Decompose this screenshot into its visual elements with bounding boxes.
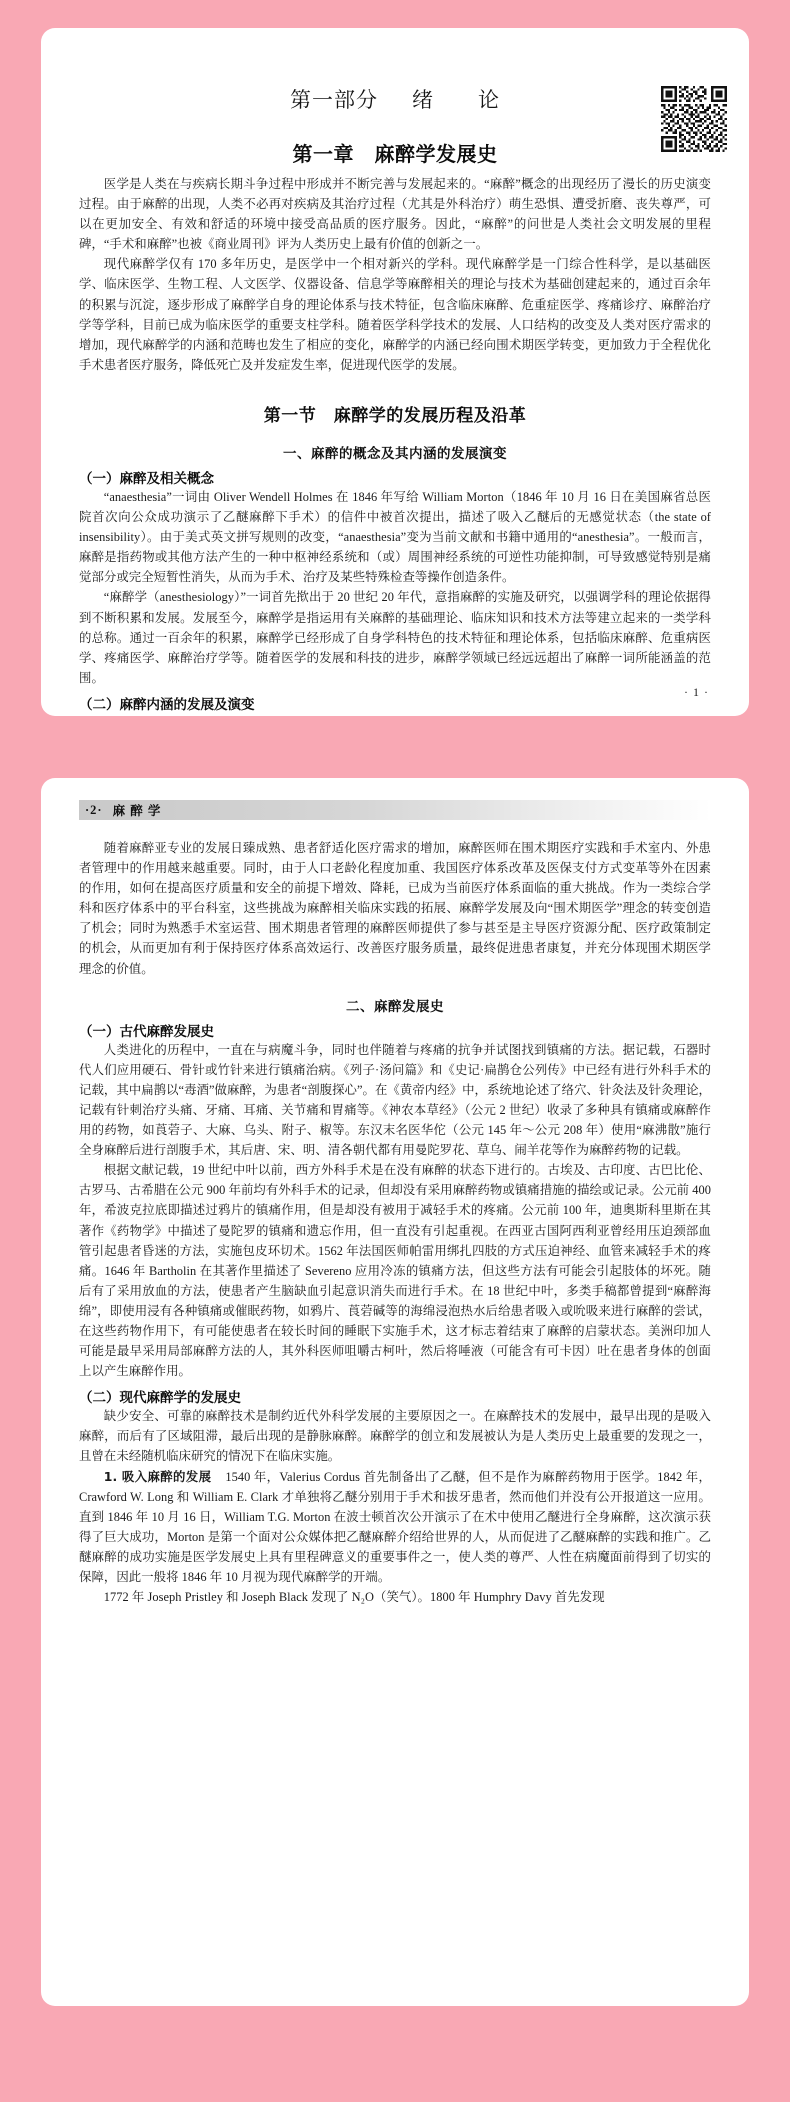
book-page-1 <box>41 28 749 716</box>
paragraph-intro-2: 现代麻醉学仅有 170 多年历史，是医学中一个相对新兴的学科。现代麻醉学是一门综合性科学，是以基础医学、临床医学、生物工程、人文医学、仪器设备、信息学等麻醉相关的理论与技术为基础创建起来的，通过百余年的积累与沉淀，逐步形成了麻醉学自身的理论体系与技术特征，包含临床麻醉、危重症医学、疼痛诊疗、麻醉治疗学等学科，目前已成为临床医学的重要支柱学科。随着医学科学技术的发展、人口结构的改变及人类对医疗需求的增加，现代麻醉学的内涵和范畴也发生了相应的变化，麻醉学的内涵已经向围术期医学转变，更加致力于全程优化手术患者医疗服务，降低死亡及并发症发生率，促进现代医学的发展。 <box>79 257 711 372</box>
paragraph-item1-1: “anaesthesia”一词由 Oliver Wendell Holmes 在 1846 年写给 William Morton（1846 年 10 月 16 日在美国麻省总医院首次向公众成功演示了乙醚麻醉下手术）的信件中被首次提出，描述了吸入乙醚后的无感觉状态（the state of insensibility）。由于美式英文拼写规则的改变，“anaesthesia”变为当前文献和书籍中通用的“anesthesia”。一般而言，麻醉是指药物或其他方法产生的一种中枢神经系统和（或）周围神经系统的可逆性功能抑制，可导致感觉特别是痛觉部分或完全短暂性消失，从而为手术、治疗及某些特殊检查等操作创造条件。 <box>79 489 711 585</box>
paragraph-page2-intro: 随着麻醉亚专业的发展日臻成熟、患者舒适化医疗需求的增加，麻醉医师在围术期医疗实践和手术室内、外患者管理中的作用越来越重要。同时，由于人口老龄化程度加重、我国医疗体系改革及医保支付方式变革等外在因素的作用，如何在提高医疗质量和安全的前提下增效、降耗，已成为当前医疗体系面临的重大挑战。作为一类综合学科和医疗体系中的平台科室，这些挑战为麻醉相关临床实践的拓展、麻醉学发展及向“围术期医学”理念的转变创造了机会；同时为熟悉手术室运营、围术期患者管理的麻醉医师提供了参与甚至是主导医疗资源分配、医疗政策制定的机会，从而更加有利于保持医疗体系高效运行、改善医疗服务质量，最终促进患者康复，并充分体现围术期医学理念的价值。 <box>79 841 711 976</box>
paragraph-ancient-2: 根据文献记载，19 世纪中叶以前，西方外科手术是在没有麻醉的状态下进行的。古埃及、古印度、古巴比伦、古罗马、古希腊在公元 900 年前均有外科手术的记录，但却没有采用麻醉药物或镇痛措施的描绘或记录。公元前 400 年，希波克拉底即描述过鸦片的镇痛作用，但是却没有被用于减轻手术的疼痛。公元前 100 年，迪奥斯科里斯在其著作《药物学》中描述了曼陀罗的镇痛和遗忘作用，但一直没有引起重视。在西亚古国阿西利亚曾经用压迫颈部血管引起患者昏迷的方法，实施包皮环切术。1562 年法国医师帕雷用绑扎四肢的方式压迫神经、血管来减轻手术的疼痛。1646 年 Bartholin 在其著作里描述了 Severeno 应用冷冻的镇痛方法，但这些方法有可能会引起肢体的坏死。随后有了采用放血的方法，使患者产生脑缺血引起意识消失而进行手术。在 18 世纪中叶，多类手稿都曾提到“麻醉海绵”，即使用浸有各种镇痛或催眠药物，如鸦片、莨菪碱等的海绵浸泡热水后给患者吸入或吮吸来进行麻醉的尝试，在这些药物作用下，有可能使患者在较长时间的睡眠下实施手术，这才标志着结束了麻醉的启蒙状态。美洲印加人可能是最早采用局部麻醉方法的人，其外科医师咀嚼古柯叶，然后将唾液（可能含有可卡因）吐在患者身体的创面上以产生麻醉作用。 <box>79 1163 711 1379</box>
running-head-title: 麻 醉 学 <box>112 804 162 818</box>
item-title-ancient: （一）古代麻醉发展史 <box>79 1023 214 1040</box>
paragraph-modern-1: 缺少安全、可靠的麻醉技术是制约近代外科学发展的主要原因之一。在麻醉技术的发展中，最早出现的是吸入麻醉，而后有了区域阻滞，最后出现的是静脉麻醉。麻醉学的创立和发展被认为是人类历史上最重要的发现之一，且曾在未经随机临床研究的情况下在临床实施。 <box>79 1409 711 1464</box>
running-head <box>79 800 711 820</box>
item-title-2: （二）麻醉内涵的发展及演变 <box>79 696 255 713</box>
page-folio-1: · 1 · <box>684 685 709 699</box>
item-title-modern: （二）现代麻醉学的发展史 <box>79 1390 241 1407</box>
section-title: 第一节 麻醉学的发展历程及沿革 <box>263 405 527 426</box>
part-title-left: 第一部分 <box>290 88 378 112</box>
numbered-item-text: 1540 年，Valerius Cordus 首先制备出了乙醚，但不是作为麻醉药物用于医学。1842 年，Crawford W. Long 和 William E. Clark 才单独将乙醚分别用于手术和拔牙患者，然而他们并没有公开报道这一应用。直到 1846 年 10 月 16 日，William T.G. Morton 在波士顿首次公开演示了在术中使用乙醚进行全身麻醉，这次演示获得了巨大成功，Morton 是第一个面对公众媒体把乙醚麻醉介绍给世界的人，从而促进了乙醚麻醉的实践和推广。乙醚麻醉的成功实施是医学发展史上具有里程碑意义的重要事件之一，使人类的尊严、人性在病魔面前得到了切实的保障，因此一般将 1846 年 10 月视为现代麻醉学的开端。 <box>79 1469 711 1584</box>
paragraph-item2-1 <box>79 713 711 716</box>
document-viewport <box>0 28 790 2102</box>
numbered-item-inhalation <box>79 1467 711 1588</box>
chapter-title: 第一章 麻醉学发展史 <box>292 142 498 166</box>
running-head-folio: ·2· <box>85 802 103 817</box>
qr-code-icon <box>661 86 727 152</box>
numbered-item-label: 1. 吸入麻醉的发展 <box>103 1468 212 1484</box>
item-title-1: （一）麻醉及相关概念 <box>79 470 214 487</box>
part-title <box>79 84 711 114</box>
paragraph-last: 1772 年 Joseph Pristley 和 Joseph Black 发现了 N₂O（笑气）。1800 年 Humphry Davy 首先发现 <box>103 1590 605 1605</box>
paragraph-ancient-1: 人类进化的历程中，一直在与病魔斗争，同时也伴随着与疼痛的抗争并试图找到镇痛的方法。据记载，石器时代人们应用硬石、骨针或竹针来进行镇痛治病。《列子·汤问篇》和《史记·扁鹊仓公列传》中已经有进行外科手术的记载，其中扁鹊以“毒酒”做麻醉，为患者“剖腹探心”。在《黄帝内经》中，系统地论述了络穴、针灸法及针灸理论，记载有针刺治疗头痛、牙痛、耳痛、关节痛和胃痛等。《神农本草经》（公元 2 世纪）收录了多种具有镇痛或麻醉作用的药物，如莨菪子、大麻、乌头、附子、椒等。东汉末名医华佗（公元 145 年～公元 208 年）使用“麻沸散”施行全身麻醉后进行剖腹手术，其后唐、宋、明、清各朝代都有用曼陀罗花、草乌、闹羊花等作为麻醉药物的记载。 <box>79 1042 711 1158</box>
subsection-title: 一、麻醉的概念及其内涵的发展演变 <box>283 445 507 461</box>
paragraph-item1-2: “麻醉学（anesthesiology）”一词首先揿出于 20 世纪 20 年代，意指麻醉的实施及研究，以强调学科的理论依据得到不断积累和发展。发展至今，麻醉学是指运用有关麻醉的基础理论、临床知识和技术方法等建立起来的一类学科的总称。通过一百余年的积累，麻醉学已经形成了自身学科特色的技术特征和理论体系，包括临床麻醉、危重病医学、疼痛医学、麻醉治疗学等。随着医学的发展和科技的进步，麻醉学领域已经远远超出了麻醉一词所能涵盖的范围。 <box>79 590 711 685</box>
paragraph-intro-1: 医学是人类在与疾病长期斗争过程中形成并不断完善与发展起来的。“麻醉”概念的出现经历了漫长的历史演变过程。由于麻醉的出现，人类不必再对疾病及其治疗过程（尤其是外科治疗）萌生恐惧、遭受折磨、丧失尊严，可以在更加安全、有效和舒适的环境中接受高品质的医疗服务。因此，“麻醉”的问世是人类社会文明发展的里程碑，“手术和麻醉”也被《商业周刊》评为人类历史上最有价值的创新之一。 <box>79 177 711 252</box>
book-page-2 <box>41 778 749 2006</box>
part-title-right: 绪 论 <box>412 88 500 112</box>
subsection-title-2: 二、麻醉发展史 <box>346 998 444 1014</box>
spacer <box>79 167 711 174</box>
